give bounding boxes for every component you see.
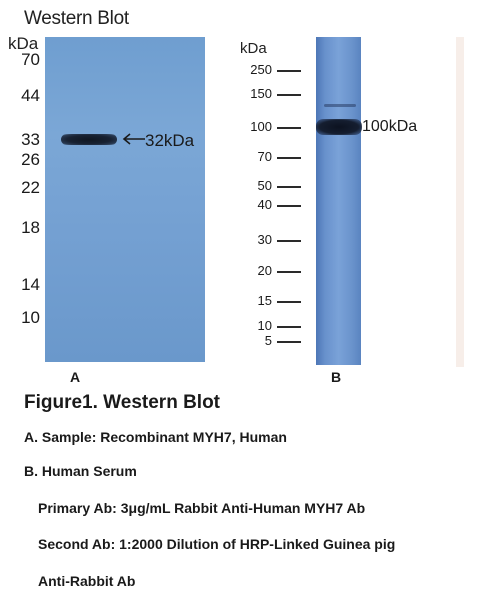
marker-b-70: 70: [257, 149, 272, 164]
lane-b-label: B: [331, 369, 342, 385]
band-b-faint: [324, 104, 356, 107]
marker-a-10: 10: [21, 308, 40, 327]
band-a: [61, 134, 117, 145]
band-b-label: 100kDa: [362, 118, 418, 135]
marker-b-40-tick: [277, 205, 301, 207]
marker-b-20-tick: [277, 271, 301, 273]
marker-b-50-tick: [277, 186, 301, 188]
marker-b-15: 15: [257, 293, 272, 308]
lane-a-label: A: [70, 369, 81, 385]
marker-b-250-tick: [277, 70, 301, 72]
marker-b-40: 40: [257, 197, 272, 212]
marker-b-100-tick: [277, 127, 301, 129]
caption-primary-ab: Primary Ab: 3μg/mL Rabbit Anti-Human MYH7 Ab: [38, 500, 366, 516]
marker-b-10-tick: [277, 326, 301, 328]
marker-b-70-tick: [277, 157, 301, 159]
marker-b-30-tick: [277, 240, 301, 242]
marker-a-33: 33: [21, 130, 40, 149]
panel-a-title: Western Blot: [24, 8, 129, 29]
marker-b-50: 50: [257, 178, 272, 193]
marker-a-44: 44: [21, 86, 40, 105]
caption-second-ab: Second Ab: 1:2000 Dilution of HRP-Linked Guinea pig: [38, 536, 396, 552]
marker-a-22: 22: [21, 178, 40, 197]
marker-a-26: 26: [21, 150, 40, 169]
marker-b-15-tick: [277, 301, 301, 303]
panel-b-unit-label: kDa: [240, 40, 267, 57]
marker-b-250: 250: [250, 62, 272, 77]
marker-b-5-tick: [277, 341, 301, 343]
marker-a-14: 14: [21, 275, 40, 294]
marker-b-5: 5: [264, 333, 272, 348]
blot-membrane-b: [316, 37, 361, 365]
marker-b-10: 10: [257, 318, 272, 333]
arrow-left-icon: [121, 131, 145, 147]
blot-b-edge-strip: [456, 37, 464, 367]
marker-b-150: 150: [250, 86, 272, 101]
figure-title: Figure1. Western Blot: [24, 392, 221, 413]
panel-a-unit-label: kDa: [8, 34, 39, 53]
marker-b-150-tick: [277, 94, 301, 96]
blot-membrane-a: [45, 37, 205, 362]
marker-b-100: 100: [250, 119, 272, 134]
marker-a-70: 70: [21, 50, 40, 69]
marker-b-20: 20: [257, 263, 272, 278]
band-b: [316, 119, 362, 135]
caption-second-ab-cont: Anti-Rabbit Ab: [38, 573, 136, 589]
caption-line-b: B. Human Serum: [24, 463, 137, 479]
marker-b-30: 30: [257, 232, 272, 247]
marker-a-18: 18: [21, 218, 40, 237]
caption-line-a: A. Sample: Recombinant MYH7, Human: [24, 429, 287, 445]
band-a-label: 32kDa: [145, 131, 195, 150]
